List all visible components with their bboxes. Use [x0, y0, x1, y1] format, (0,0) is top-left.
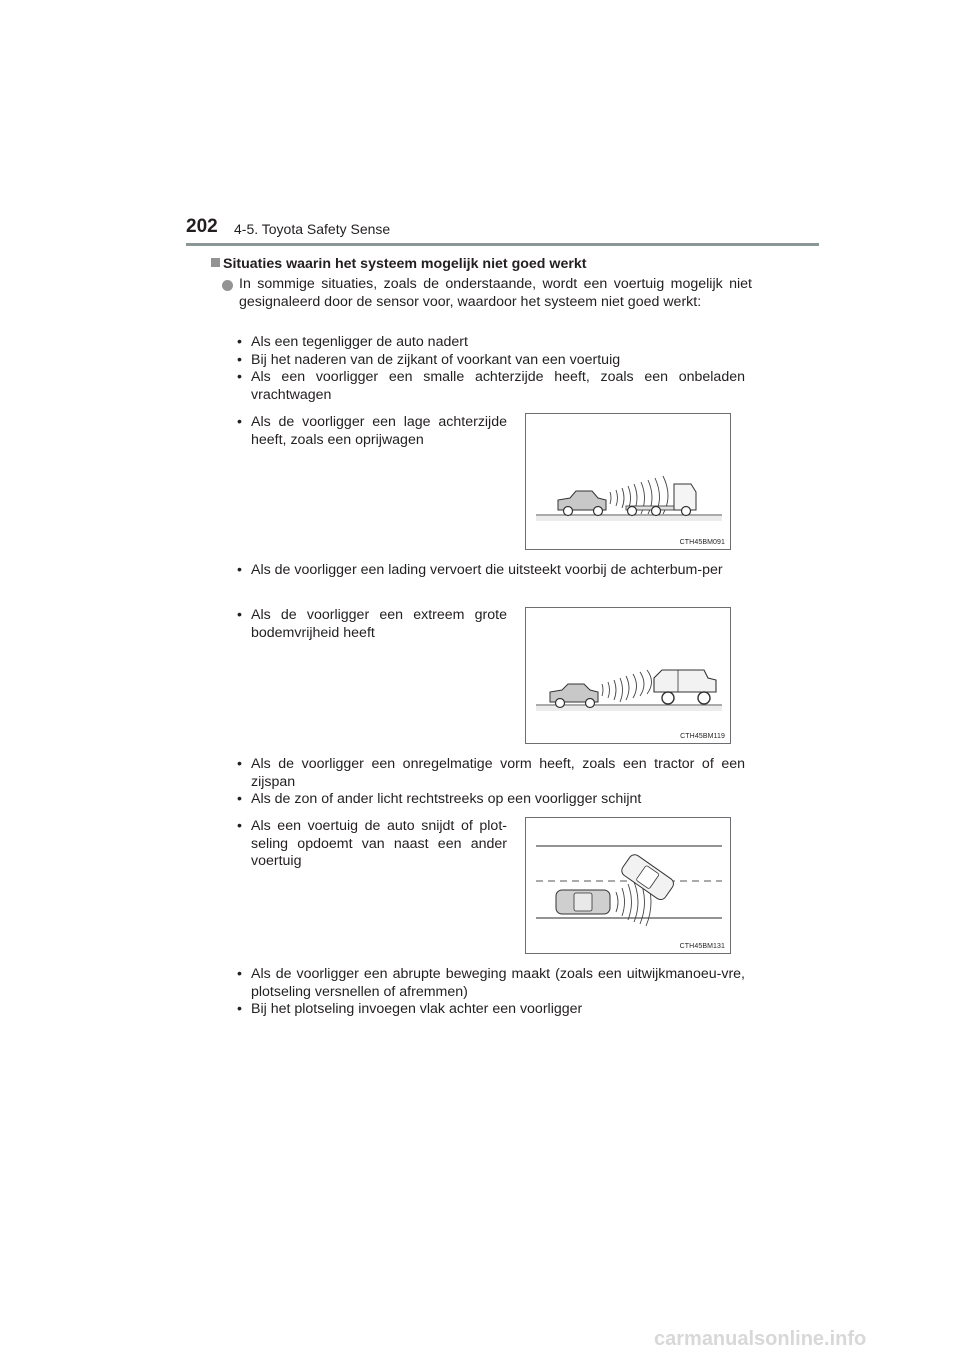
figure-3 — [525, 817, 731, 954]
bullet-list-2 — [237, 562, 745, 580]
high-clearance-illustration — [526, 608, 732, 745]
list-item: • Als de voorligger een lage achterzijde heeft, zoals een oprijwagen — [237, 414, 507, 449]
figure-caption: CTH45BM131 — [679, 943, 725, 950]
list-item: • Bij het plotseling invoegen vlak achter een voorligger — [237, 1001, 745, 1019]
list-item: • Als de voorligger een lading vervoert die uitsteekt voorbij de achterbum-per — [237, 562, 745, 580]
square-bullet-icon — [211, 258, 220, 267]
watermark: carmanualsonline.info — [654, 1328, 867, 1350]
header-rule — [186, 243, 819, 246]
list-item: • Als een voorligger een smalle achterzijde heeft, zoals een onbeladen vrachtwagen — [237, 369, 745, 404]
page-number: 202 — [186, 216, 218, 237]
figure-1 — [525, 413, 731, 550]
heading — [211, 256, 586, 272]
bullet-list-4 — [237, 966, 745, 1019]
bullet-list-3 — [237, 756, 745, 809]
figure-caption: CTH45BM119 — [680, 733, 725, 740]
bullet-figure-text-1 — [237, 414, 507, 449]
bullet-list-1 — [237, 334, 745, 404]
figure-caption: CTH45BM091 — [679, 539, 725, 546]
tow-truck-illustration — [526, 414, 732, 551]
list-item: • Als de voorligger een onregelmatige vorm heeft, zoals een tractor of een zijspan — [237, 756, 745, 791]
figure-2 — [525, 607, 731, 744]
intro-paragraph — [222, 276, 752, 311]
bullet-figure-text-2 — [237, 607, 507, 642]
list-item: • Als de zon of ander licht rechtstreeks op een voorligger schijnt — [237, 791, 745, 809]
bullet-figure-text-3 — [237, 818, 507, 871]
heading-text: Situaties waarin het systeem mogelijk niet goed werkt — [223, 256, 587, 272]
section-title: 4-5. Toyota Safety Sense — [234, 221, 391, 237]
intro-text: In sommige situaties, zoals de onderstaande, wordt een voertuig mogelijk niet gesignaleerd door de sensor voor, waardoor het systeem niet goed werkt: — [239, 276, 752, 310]
list-item: • Als een tegenligger de auto nadert — [237, 334, 745, 352]
circle-bullet-icon — [222, 280, 233, 291]
cut-in-illustration — [526, 818, 732, 955]
list-item: • Bij het naderen van de zijkant of voorkant van een voertuig — [237, 352, 745, 370]
list-item: • Als een voertuig de auto snijdt of plot-seling opdoemt van naast een ander voertuig — [237, 818, 507, 871]
list-item: • Als de voorligger een extreem grote bodemvrijheid heeft — [237, 607, 507, 642]
list-item: • Als de voorligger een abrupte beweging maakt (zoals een uitwijkmanoeu-vre, plotseling versnellen of afremmen) — [237, 966, 745, 1001]
